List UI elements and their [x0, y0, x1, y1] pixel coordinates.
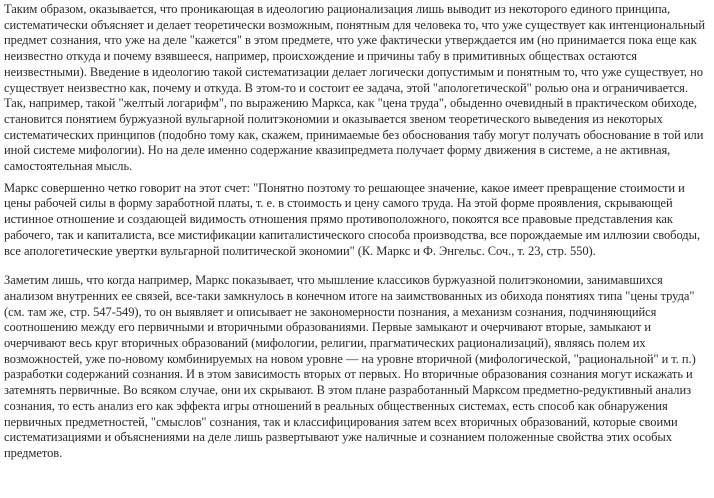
paragraph-secondary-formations: Заметим лишь, что когда например, Маркс показывает, что мышление классиков буржуазной политэкономии, занимавшихся анализом внутренних ее связей, все-таки замкнулось в конечном итоге на заимствованных из обихода понятиях типа "цены труда" (см. там же, стр. 547-549), то он выявляет и описывает не закономерности познания, а механизм сознания, подчиняющийся соотношению между его первичными и вторичными образованиями. Первые замыкают и очерчивают вторые, замыкают и очерчивают весь круг вторичных образований (мифологии, религии, прагматических рационализаций), являясь полем их возможностей, уже по-новому комбинируемых на новом уровне — на уровне вторичной (мифологической, "рациональной" и т. п.) разработки содержаний сознания. И в этом зависимость вторых от первых. Но вторичные образования сознания могут искажать и затемнять первичные. Во всяком случае, они их скрывают. В этом плане разработанный Марксом предметно-редуктивный анализ сознания, то есть анализ его как эффекта игры отношений в реальных общественных системах, есть способ как обнаружения первичных предметностей, "смыслов" сознания, так и классифицирования затем всех вторичных образований, которые своими систематизациями и объяснениями на деле лишь развертывают уже наличные и сознанием положенные свойства этих особых предметов.: [4, 273, 696, 460]
paragraph-marx-quote: Маркс совершенно четко говорит на этот счет: "Понятно поэтому то решающее значение, какое имеет превращение стоимости и цены рабочей силы в форму заработной платы, т. е. в стоимость и цену самого труда. На этой форме проявления, скрывающей истинное отношение и создающей видимость отношения прямо противоположного, покоятся все правовые представления как рабочего, так и капиталиста, все мистификации капиталистического способа производства, все порождаемые им иллюзии свободы, все апологетические увертки вульгарной политической экономии" (К. Маркс и Ф. Энгельс. Соч., т. 23, стр. 550).: [4, 180, 701, 258]
paragraph-rationalization: Таким образом, оказывается, что проникающая в идеологию рационализация лишь выводит из некоторого единого принципа, систематически объясняет и делает теоретически возможным, понятным для человека то, что уже существует как интенциональный предмет сознания, что уже на деле "кажется" в этом предмете, что уже фактически утверждается им (но принимается пока еще как неизвестно откуда и почему взявшееся, например, происхождение и причины табу в примитивных обществах остаются неизвестными). Введение в идеологию такой систематизации делает логически допустимым и понятным то, что уже существует, но существует неизвестно как, почему и откуда. В этом-то и состоит ее задача, этой "апологетической" ролью она и ограничивается. Так, например, такой "желтый логарифм", по выражению Маркса, как "цена труда", обыденно очевидный в практическом обиходе, становится понятием буржуазной вульгарной политэкономии и оказывается звеном теоретического выведения из некоторых систематических принципов (подобно тому как, скажем, принимаемые без обоснования табу могут получать обоснование в той или иной системе мифологии). Но на деле именно содержание квазипредмета получает форму движения в системе, а не активная, самостоятельная мысль.: [4, 2, 706, 174]
